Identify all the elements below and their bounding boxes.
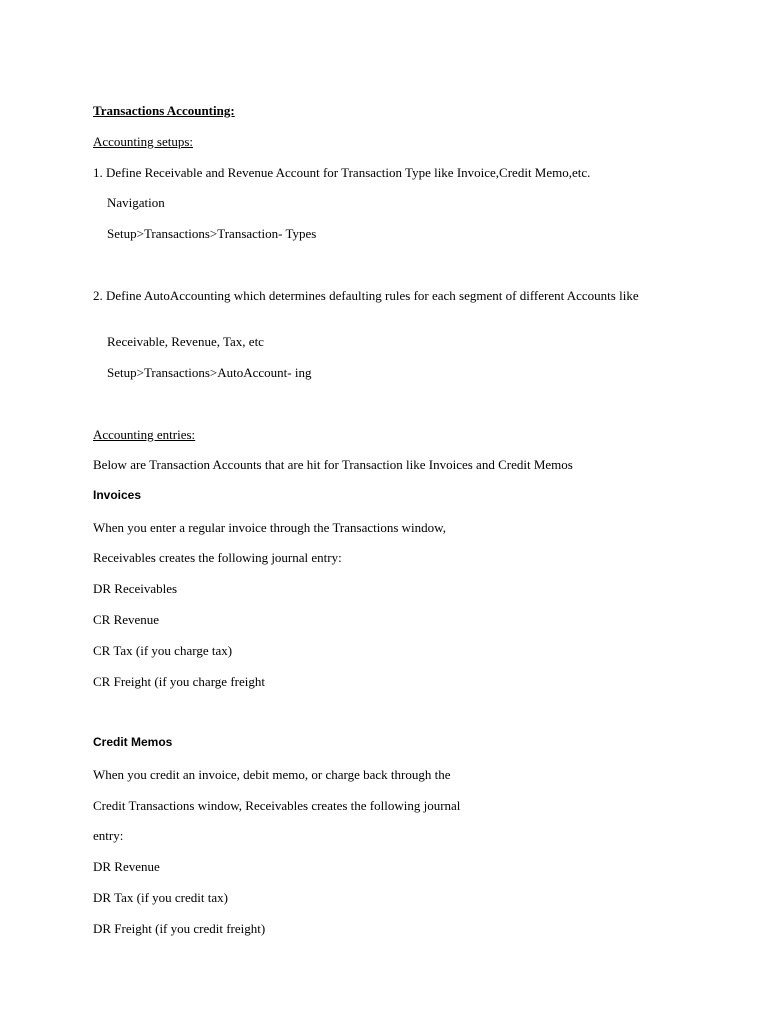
invoices-heading: Invoices bbox=[93, 488, 142, 502]
navigation-path-2: Setup>Transactions>AutoAccount- ing bbox=[107, 365, 312, 380]
journal-entry-line: CR Tax (if you charge tax) bbox=[93, 643, 233, 658]
setups-heading: Accounting setups: bbox=[93, 134, 194, 149]
setup-item-2: 2. Define AutoAccounting which determines defaulting rules for each segment of different Accounts like bbox=[93, 288, 639, 303]
journal-entry-line: CR Revenue bbox=[93, 612, 160, 627]
setup-item-2-accounts: Receivable, Revenue, Tax, etc bbox=[107, 334, 264, 349]
credit-memos-text-1: When you credit an invoice, debit memo, or charge back through the bbox=[93, 767, 451, 782]
journal-entry-line: DR Receivables bbox=[93, 581, 178, 596]
credit-memos-text-3: entry: bbox=[93, 828, 124, 843]
navigation-path-1: Setup>Transactions>Transaction- Types bbox=[107, 226, 317, 241]
journal-entry-line: DR Revenue bbox=[93, 859, 160, 874]
document-title: Transactions Accounting: bbox=[93, 103, 235, 118]
credit-memos-heading: Credit Memos bbox=[93, 735, 173, 749]
setup-item-1: 1. Define Receivable and Revenue Account for Transaction Type like Invoice,Credit Memo,etc. bbox=[93, 165, 591, 180]
navigation-label: Navigation bbox=[107, 195, 165, 210]
invoices-text-2: Receivables creates the following journal entry: bbox=[93, 550, 342, 565]
journal-entry-line: DR Freight (if you credit freight) bbox=[93, 921, 266, 936]
entries-intro: Below are Transaction Accounts that are hit for Transaction like Invoices and Credit Memos bbox=[93, 457, 573, 472]
journal-entry-line: CR Freight (if you charge freight bbox=[93, 674, 265, 689]
entries-heading: Accounting entries: bbox=[93, 427, 196, 442]
journal-entry-line: DR Tax (if you credit tax) bbox=[93, 890, 228, 905]
invoices-text-1: When you enter a regular invoice through the Transactions window, bbox=[93, 520, 446, 535]
credit-memos-text-2: Credit Transactions window, Receivables creates the following journal bbox=[93, 798, 461, 813]
